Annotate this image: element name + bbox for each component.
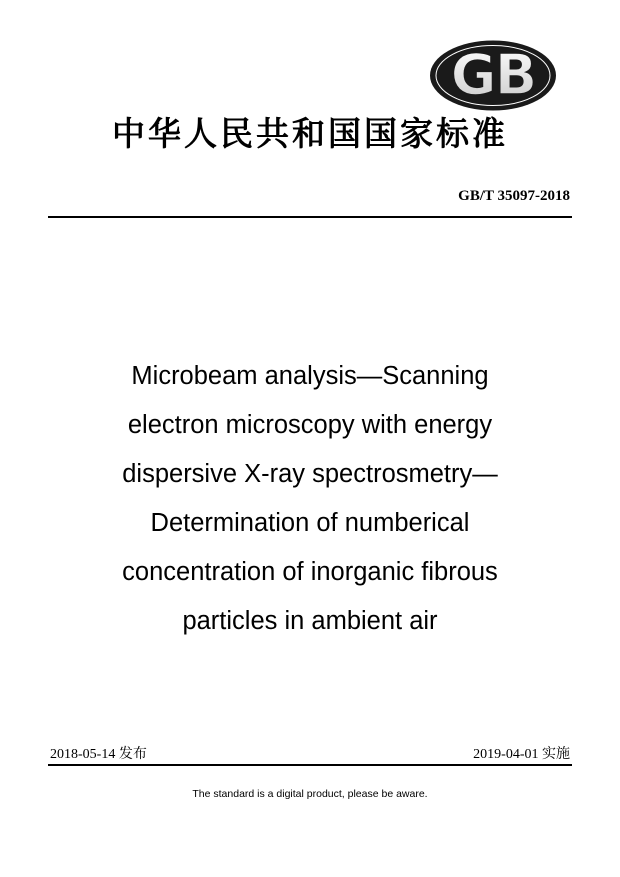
- title-line: Microbeam analysis—Scanning: [131, 362, 489, 390]
- issue-date: 2018-05-14 发布: [50, 747, 147, 762]
- gb-logo-text: GB: [450, 43, 536, 108]
- org-title: 中华人民共和国国家标准: [112, 114, 508, 153]
- bottom-divider: [48, 764, 572, 766]
- title-line: concentration of inorganic fibrous: [122, 558, 498, 586]
- title-line: Determination of numberical: [150, 509, 470, 537]
- title-line: particles in ambient air: [182, 607, 438, 635]
- title-line: dispersive X-ray spectrosmetry—: [122, 460, 498, 488]
- document-title: [40, 352, 580, 646]
- top-divider: [48, 216, 572, 218]
- standard-number: GB/T 35097-2018: [458, 188, 570, 204]
- gb-logo-icon: [428, 38, 558, 113]
- title-line: electron microscopy with energy: [127, 411, 493, 439]
- digital-notice: The standard is a digital product, please be aware.: [192, 788, 428, 800]
- implementation-date: 2019-04-01 实施: [473, 747, 570, 762]
